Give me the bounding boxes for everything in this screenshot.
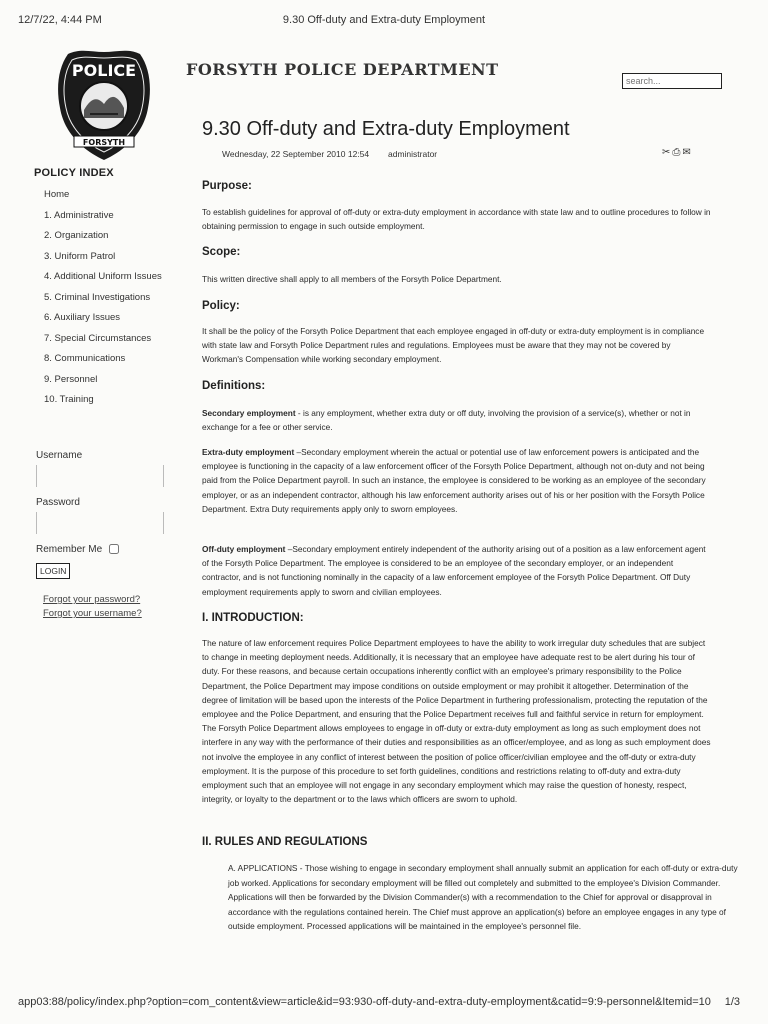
definition-term: Extra-duty employment [202,447,295,457]
introduction-heading: I. INTRODUCTION: [202,612,304,624]
login-button[interactable]: LOGIN [36,563,70,579]
definition-term: Off-duty employment [202,544,286,554]
nav-item-special-circumstances[interactable]: 7. Special Circumstances [44,332,152,344]
remember-me-label: Remember Me [36,544,103,555]
nav-item-organization[interactable]: 2. Organization [44,230,109,241]
nav-item-auxiliary[interactable]: 6. Auxiliary Issues [44,312,121,323]
definition-body: - is any employment, whether extra duty or off duty, involving the provision of a service(s), whether or not in exchange for a fee or other service. [202,408,691,433]
nav-item-criminal-investigations[interactable]: 5. Criminal Investigations [44,291,151,303]
pdf-icon[interactable]: ✂ [662,147,673,158]
password-label: Password [36,497,80,508]
definition-term: Secondary employment [202,408,296,418]
remember-me-checkbox[interactable] [109,544,119,554]
nav-item-additional-uniform[interactable]: 4. Additional Uniform Issues [44,271,162,282]
rules-heading: II. RULES AND REGULATIONS [202,836,368,848]
purpose-text: To establish guidelines for approval of off-duty or extra-duty employment in accordance with state law and to outline procedures to follow in obtaining permission to engage in such outside employment. [202,207,711,232]
nav-item-personnel[interactable]: 9. Personnel [44,373,98,385]
nav-item-communications[interactable]: 8. Communications [44,353,126,364]
police-badge-logo [54,48,154,164]
definition-body: –Secondary employment wherein the actual or potential use of law enforcement powers is anticipated and the employee is functioning in the capacity of a law enforcement officer of the Forsyth Police Department, although not on-duty and not being paid from the Police Department payroll. In such an instance, the employee is considered to be working as an employee of the secondary employer, or as an independent contractor, although his law enforcement authority arises out of his or her position with the Forsyth Police Department. Extra Duty requirements apply only to sworn employees. [202,447,706,514]
department-name: FORSYTH POLICE DEPARTMENT [186,60,499,79]
nav-item-home[interactable]: Home [44,189,70,200]
print-page-count: 1/3 [724,996,740,1008]
login-form [36,450,176,621]
password-field[interactable] [36,512,164,534]
scope-text: This written directive shall apply to all members of the Forsyth Police Department. [202,274,502,284]
scope-heading: Scope: [202,246,241,258]
article-meta [202,149,712,163]
definition-extra-duty [202,445,712,516]
badge-text-top: POLICE [71,61,137,80]
badge-text-bottom: FORSYTH [82,138,126,147]
nav-item-uniform-patrol[interactable]: 3. Uniform Patrol [44,250,116,262]
definition-secondary [202,406,712,434]
username-label: Username [36,450,83,461]
article [202,118,738,932]
nav-item-training[interactable]: 10. Training [44,394,94,405]
policy-heading: Policy: [202,300,240,312]
policy-index-heading: POLICY INDEX [34,167,114,179]
forgot-username-link[interactable]: Forgot your username? [43,608,142,619]
article-tools [662,147,693,158]
purpose-heading: Purpose: [202,180,252,192]
introduction-text: The nature of law enforcement requires Police Department employees to have the ability to work irregular duty schedules that are subject to change in meeting deployment needs. Additionally, it is necessary that an employee have adequate rest to be alert during his tour of duty. For these reasons, and because certain occupations inherently conflict with an employee's primary responsibility to the Police Department, the Police Department may impose conditions on outside employment or may prohibit it altogether. Determination of the degree of limitation will be based upon the interests of the Police Department in furthering professionalism, protecting the reputation of the employee and the Police Department, and ensuring that the Police Department receives full and faithful service in return for employment. The Forsyth Police Department allows employees to engage in off-duty or extra-duty employment as long as such employment does not interfere in any way with the performance of their duties and responsibilities as an officer/employee, and as long as such employment does not involve the employee in any conflict of interest between the position of police officer/civilian employee and the off-duty or extra-duty employment. It is the purpose of this procedure to set forth guidelines, conditions and restrictions relating to off-duty and extra-duty employment such that an employee will not engage in any secondary employment which may raise the question of honesty, respect, integrity, or loyalty to the department or to the laws which officers are sworn to uphold. [202,638,711,805]
rule-a-applications: A. APPLICATIONS - Those wishing to engage in secondary employment shall annually submit an application for each off-duty or extra-duty job worked. Applications for secondary employment will be filled out completely and submitted to the employee's Division Commander. Applications will then be forwarded by the Division Commander(s) with a recommendation to the Chief for approval or disapproval in accordance with the regulations contained herein. The Chief must approve an application(s) before an employee engages in any type of outside employment. Processed applications will be maintained in the employee's personnel file. [228,863,738,932]
search-input[interactable] [622,73,722,89]
forgot-password-link[interactable]: Forgot your password? [43,594,141,605]
article-date: Wednesday, 22 September 2010 12:54 [222,149,370,159]
definition-off-duty [202,542,712,599]
nav-item-administrative[interactable]: 1. Administrative [44,209,114,221]
print-datetime: 12/7/22, 4:44 PM [18,14,102,26]
email-icon[interactable]: ✉ [682,147,693,158]
policy-nav [44,189,162,415]
print-url: app03:88/policy/index.php?option=com_content&view=article&id=93:930-off-duty-and-extra-duty-employment&catid=9:9-personnel&Itemid=10 [18,996,711,1008]
definitions-heading: Definitions: [202,380,266,392]
policy-text: It shall be the policy of the Forsyth Police Department that each employee engaged in off-duty or extra-duty employment is in compliance with state law and Forsyth Police Department rules and regulations. Employees must be aware that they may not be covered by Workman's Compensation while working secondary employment. [202,326,705,365]
print-page-title: 9.30 Off-duty and Extra-duty Employment [282,14,486,26]
article-title: 9.30 Off-duty and Extra-duty Employment [202,118,570,140]
definition-body: –Secondary employment entirely independent of the authority arising out of a position as a law enforcement agent of the Forsyth Police Department. The employee is considered to be an employee of the secondary employer, or an independent contractor, and is not functioning nominally in the capacity of a law enforcement employee of the Forsyth Police Department. Off Duty employment requirements apply to sworn and civilian employees. [202,544,706,597]
print-icon[interactable]: ⎙ [672,147,683,158]
article-author: administrator [388,149,438,159]
username-field[interactable] [36,465,164,487]
